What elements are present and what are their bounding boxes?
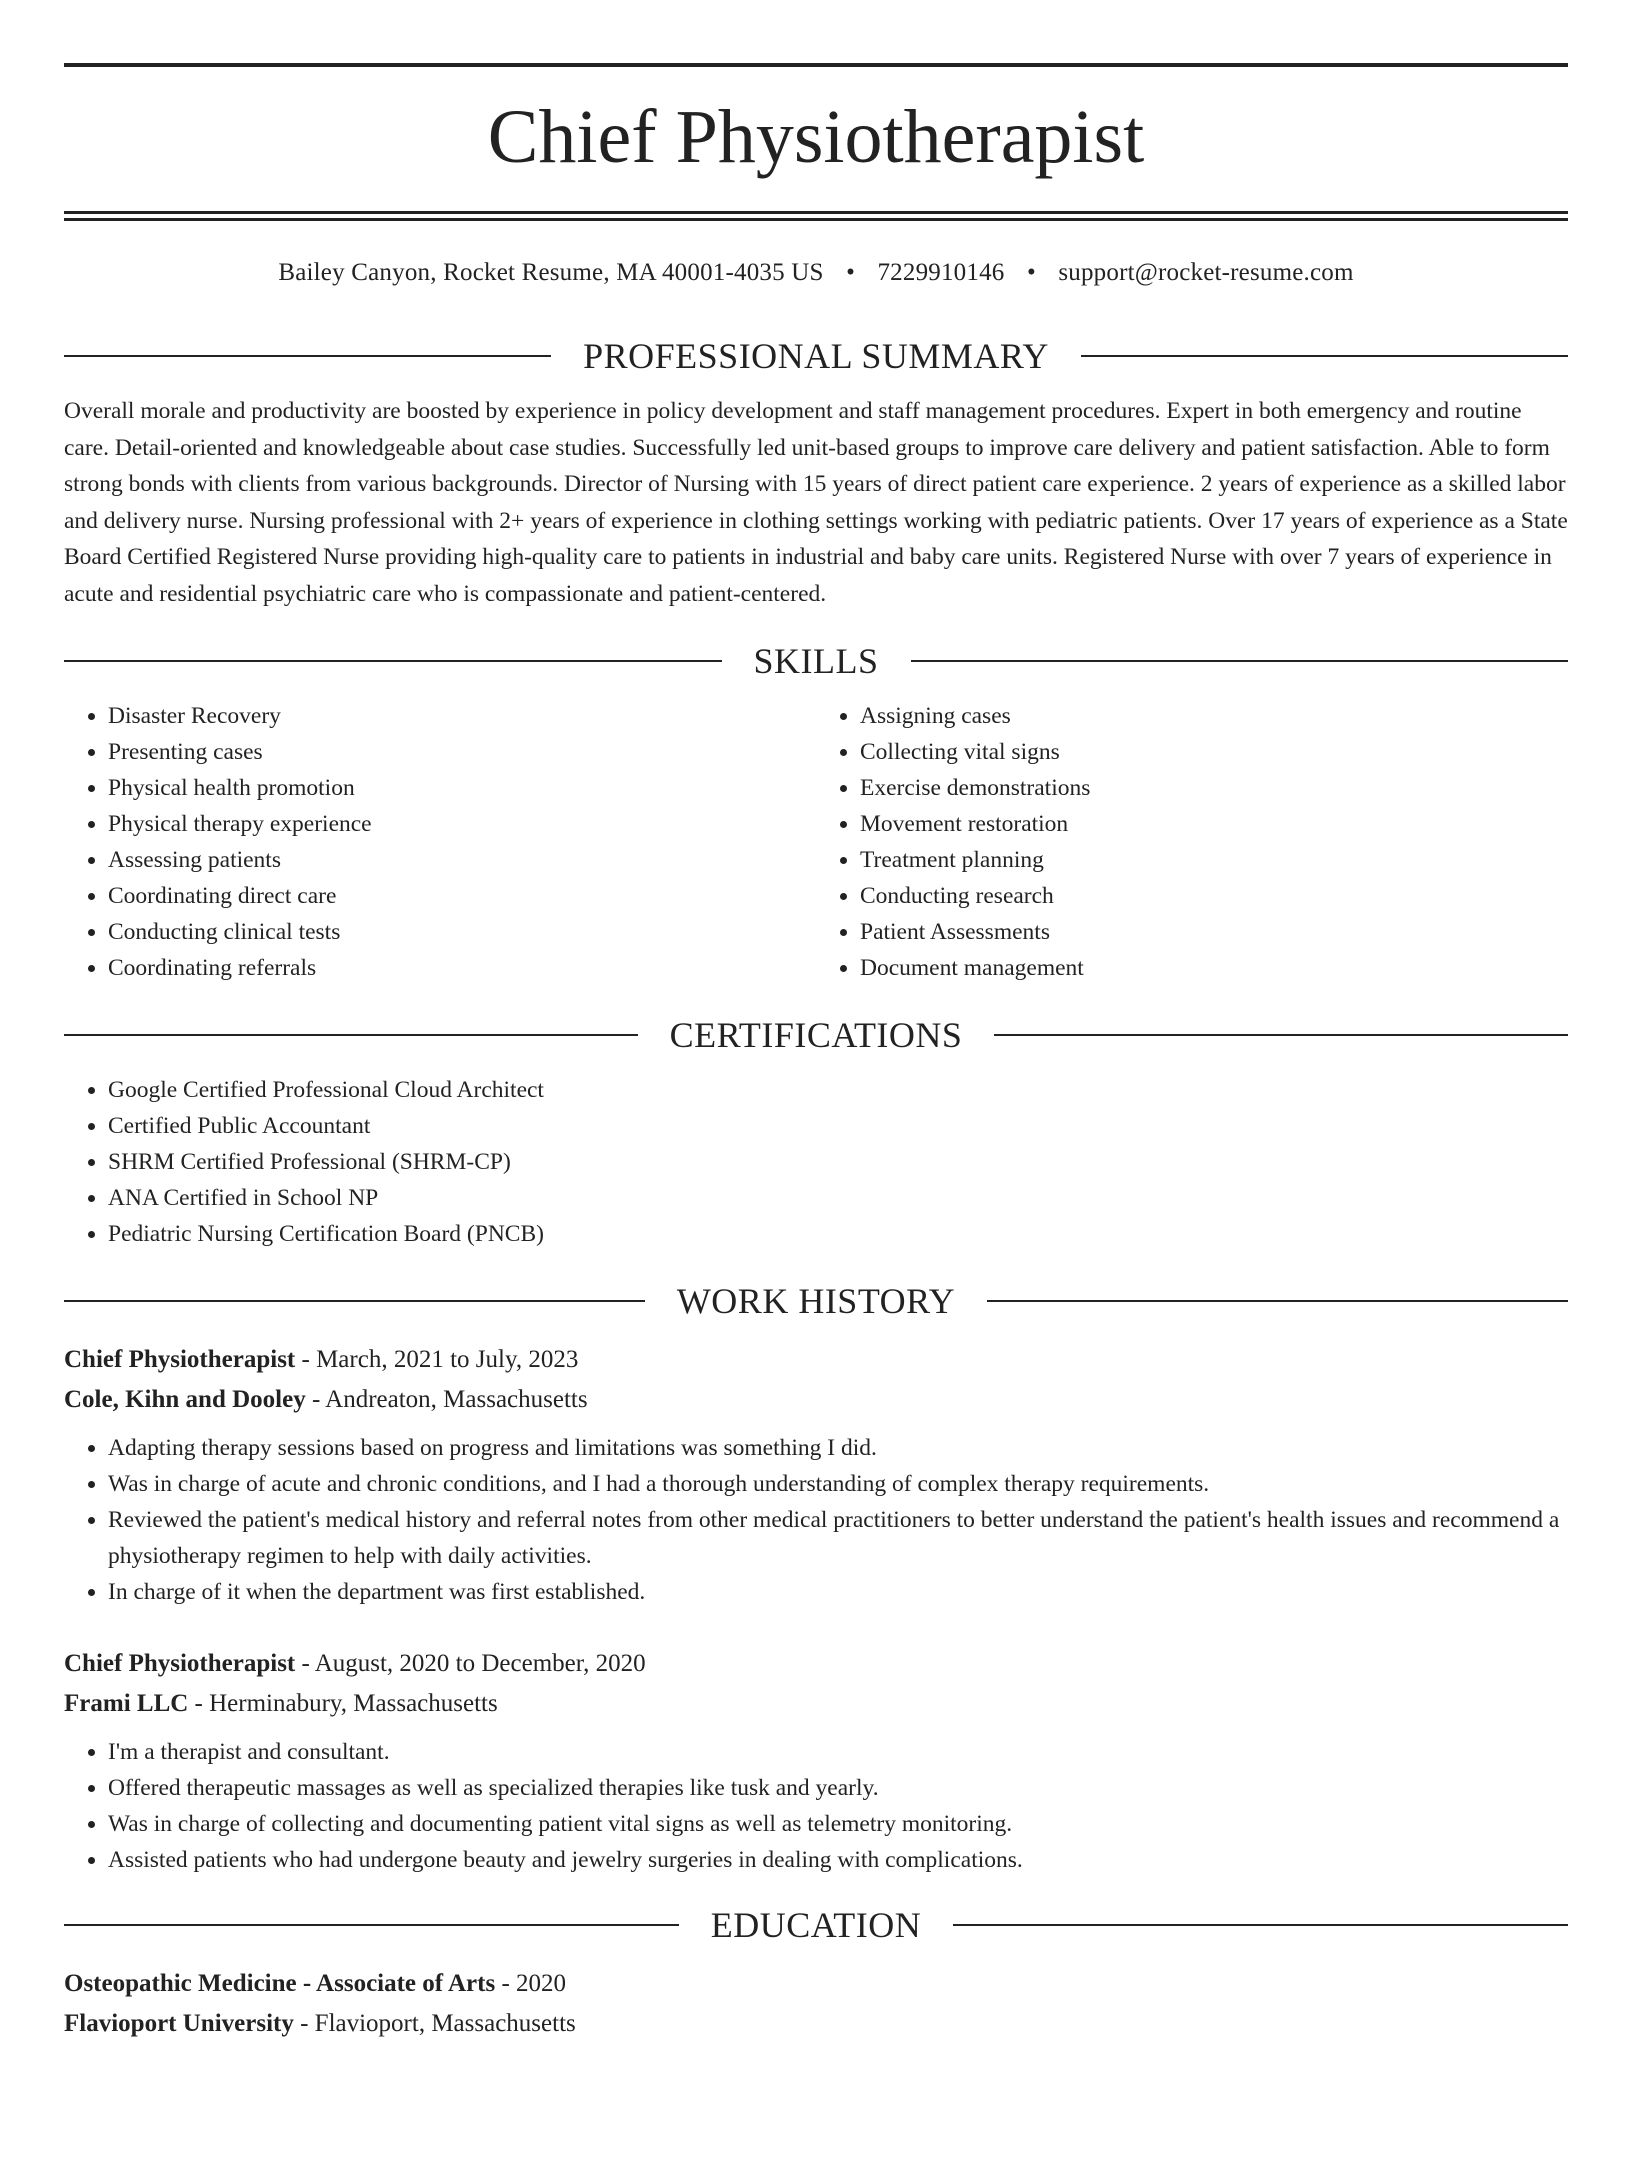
skill-item: • Assessing patients bbox=[108, 842, 816, 878]
skill-item: • Document management bbox=[860, 950, 1568, 986]
job-bullet: • Reviewed the patient's medical history and referral notes from other medical practitioners to better understand the patient's health issues and recommend a physiotherapy regimen to help with daily activities. bbox=[108, 1502, 1568, 1574]
contact-separator: • bbox=[1026, 259, 1036, 286]
skill-item: • Exercise demonstrations bbox=[860, 770, 1568, 806]
certification-item: • SHRM Certified Professional (SHRM-CP) bbox=[108, 1144, 1568, 1180]
heading-rule bbox=[1081, 355, 1568, 357]
page-title: Chief Physiotherapist bbox=[487, 95, 1145, 179]
heading-rule bbox=[911, 660, 1569, 662]
contact-address: Bailey Canyon, Rocket Resume, MA 40001-4035 US bbox=[278, 259, 824, 286]
skill-item: • Disaster Recovery bbox=[108, 698, 816, 734]
job-bullet: • Was in charge of acute and chronic conditions, and I had a thorough understanding of complex therapy requirements. bbox=[108, 1466, 1568, 1502]
heading-rule bbox=[994, 1034, 1568, 1036]
contact-separator: • bbox=[846, 259, 856, 286]
skills-column-right bbox=[816, 698, 1568, 986]
education-school: Flavioport University bbox=[64, 2010, 294, 2037]
job-bullet: • Adapting therapy sessions based on progress and limitations was something I did. bbox=[108, 1430, 1568, 1466]
job-bullet: • Was in charge of collecting and documenting patient vital signs as well as telemetry monitoring. bbox=[108, 1806, 1568, 1842]
skill-item: • Collecting vital signs bbox=[860, 734, 1568, 770]
heading-rule bbox=[64, 355, 551, 357]
job-entry bbox=[64, 1644, 1568, 1878]
job-title-line bbox=[64, 1644, 1568, 1684]
job-title: Chief Physiotherapist bbox=[64, 1650, 296, 1677]
heading-label: PROFESSIONAL SUMMARY bbox=[583, 336, 1049, 376]
job-bullet: • I'm a therapist and consultant. bbox=[108, 1734, 1568, 1770]
section-heading-skills bbox=[64, 634, 1568, 688]
skill-item: • Assigning cases bbox=[860, 698, 1568, 734]
heading-rule bbox=[953, 1924, 1568, 1926]
skill-item: • Physical health promotion bbox=[108, 770, 816, 806]
skills-grid bbox=[64, 698, 1568, 986]
job-bullet: • In charge of it when the department was first established. bbox=[108, 1574, 1568, 1610]
certification-item: • Certified Public Accountant bbox=[108, 1108, 1568, 1144]
job-bullets bbox=[64, 1430, 1568, 1610]
job-dates: - March, 2021 to July, 2023 bbox=[295, 1346, 579, 1373]
heading-rule bbox=[64, 1034, 638, 1036]
education-year: - 2020 bbox=[495, 1970, 567, 1997]
section-heading-work-history bbox=[64, 1274, 1568, 1328]
job-title-line bbox=[64, 1340, 1568, 1380]
heading-rule bbox=[64, 660, 722, 662]
job-bullet: • Assisted patients who had undergone beauty and jewelry surgeries in dealing with complications. bbox=[108, 1842, 1568, 1878]
heading-label: EDUCATION bbox=[710, 1905, 922, 1945]
contact-line bbox=[64, 257, 1568, 289]
job-company: Frami LLC bbox=[64, 1690, 189, 1717]
heading-label: WORK HISTORY bbox=[676, 1281, 956, 1321]
resume-page bbox=[0, 63, 1632, 2175]
education-degree: Osteopathic Medicine - Associate of Arts bbox=[64, 1970, 496, 1997]
job-bullet: • Offered therapeutic massages as well as specialized therapies like tusk and yearly. bbox=[108, 1770, 1568, 1806]
skill-item: • Coordinating referrals bbox=[108, 950, 816, 986]
skill-item: • Conducting research bbox=[860, 878, 1568, 914]
skill-item: • Patient Assessments bbox=[860, 914, 1568, 950]
education-entry bbox=[64, 1964, 1568, 2044]
job-dates: - August, 2020 to December, 2020 bbox=[295, 1650, 646, 1677]
skill-item: • Movement restoration bbox=[860, 806, 1568, 842]
title-double-rule bbox=[64, 211, 1568, 221]
job-location: - Herminabury, Massachusetts bbox=[188, 1690, 498, 1717]
job-bullets bbox=[64, 1734, 1568, 1878]
skill-item: • Coordinating direct care bbox=[108, 878, 816, 914]
certification-item: • ANA Certified in School NP bbox=[108, 1180, 1568, 1216]
certification-item: • Google Certified Professional Cloud Architect bbox=[108, 1072, 1568, 1108]
education-degree-line bbox=[64, 1964, 1568, 2004]
heading-rule bbox=[987, 1300, 1568, 1302]
skill-item: • Physical therapy experience bbox=[108, 806, 816, 842]
section-heading-education bbox=[64, 1898, 1568, 1952]
job-company: Cole, Kihn and Dooley bbox=[64, 1386, 306, 1413]
certification-item: • Pediatric Nursing Certification Board (PNCB) bbox=[108, 1216, 1568, 1252]
job-entry bbox=[64, 1340, 1568, 1610]
heading-label: SKILLS bbox=[753, 641, 879, 681]
education-location: - Flavioport, Massachusetts bbox=[293, 2010, 576, 2037]
summary-text: Overall morale and productivity are boosted by experience in policy development and staff management procedures. Expert in both emergency and routine care. Detail-oriented and knowledgeable about case studies. Successfully led unit-based groups to improve care delivery and patient satisfaction. Able to form strong bonds with clients from various backgrounds. Director of Nursing with 15 years of direct patient care experience. 2 years of experience as a skilled labor and delivery nurse. Nursing professional with 2+ years of experience in clothing settings working with pediatric patients. Over 17 years of experience as a State Board Certified Registered Nurse providing high-quality care to patients in industrial and baby care units. Registered Nurse with over 7 years of experience in acute and residential psychiatric care who is compassionate and patient-centered. bbox=[64, 398, 1568, 607]
contact-email: support@rocket-resume.com bbox=[1058, 259, 1354, 286]
skill-item: • Conducting clinical tests bbox=[108, 914, 816, 950]
section-heading-summary bbox=[64, 329, 1568, 383]
job-location: - Andreaton, Massachusetts bbox=[305, 1386, 588, 1413]
skill-item: • Treatment planning bbox=[860, 842, 1568, 878]
heading-label: CERTIFICATIONS bbox=[669, 1015, 963, 1055]
education-school-line bbox=[64, 2004, 1568, 2044]
skills-column-left bbox=[64, 698, 816, 986]
title-block bbox=[64, 63, 1568, 221]
contact-phone: 7229910146 bbox=[877, 259, 1005, 286]
skill-item: • Presenting cases bbox=[108, 734, 816, 770]
job-company-line bbox=[64, 1380, 1568, 1420]
job-company-line bbox=[64, 1684, 1568, 1724]
job-title: Chief Physiotherapist bbox=[64, 1346, 296, 1373]
certification-list bbox=[64, 1072, 1568, 1252]
heading-rule bbox=[64, 1300, 645, 1302]
section-heading-certifications bbox=[64, 1008, 1568, 1062]
heading-rule bbox=[64, 1924, 679, 1926]
